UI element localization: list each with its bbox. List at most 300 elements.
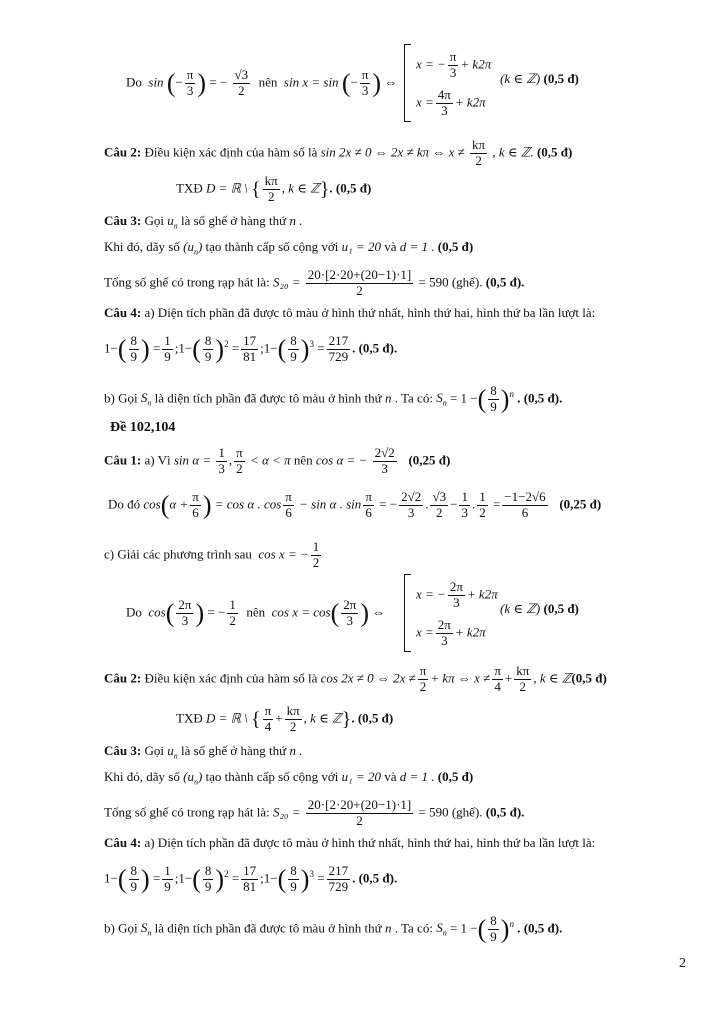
text-nen: nên bbox=[293, 452, 313, 468]
sol-right: + k2π bbox=[460, 56, 492, 72]
num: 2π bbox=[178, 597, 192, 612]
d-value: d = 1 . bbox=[399, 239, 435, 254]
fraction-8-9 bbox=[288, 334, 299, 365]
text: Khi đó, dãy số bbox=[104, 769, 180, 784]
fraction bbox=[436, 618, 453, 649]
den: 9 bbox=[490, 398, 497, 414]
dot: . bbox=[425, 496, 429, 512]
alpha-plus: α + bbox=[169, 496, 189, 512]
tail: , k ∈ ℤ. bbox=[492, 144, 534, 160]
num: 17 bbox=[243, 863, 257, 878]
fraction-2sqrt2-3 bbox=[373, 446, 397, 477]
den: 81 bbox=[243, 878, 257, 894]
sin-label: sin bbox=[148, 74, 164, 90]
result: = 590 bbox=[418, 274, 449, 290]
minus-sign: − bbox=[350, 74, 358, 90]
den: 2 bbox=[356, 812, 363, 828]
den: 6 bbox=[365, 504, 372, 520]
eq: = − bbox=[379, 496, 398, 512]
cos-label: cos bbox=[143, 496, 161, 512]
den: 3 bbox=[441, 632, 448, 648]
sum-fraction bbox=[306, 798, 413, 829]
den: 2 bbox=[236, 460, 243, 476]
plus: + bbox=[504, 670, 513, 686]
den: 3 bbox=[449, 64, 457, 80]
fraction bbox=[448, 580, 465, 611]
text: Khi đó, dãy số bbox=[104, 239, 180, 254]
n-sub: n bbox=[442, 399, 447, 409]
score: (0,5 đ) bbox=[437, 239, 474, 254]
eq: = 1 − bbox=[449, 390, 478, 406]
fraction-pi-2 bbox=[418, 664, 429, 695]
n-sub: n bbox=[147, 399, 152, 409]
eq: = bbox=[152, 340, 161, 356]
fraction bbox=[477, 490, 488, 521]
text: . Ta có: bbox=[394, 920, 433, 936]
result: = 590 bbox=[418, 804, 449, 820]
fraction-8-9 bbox=[203, 864, 214, 895]
eq-neg: = − bbox=[207, 604, 226, 620]
num: π bbox=[365, 489, 372, 504]
text: Tổng số ghế có trong rạp hát là: bbox=[104, 274, 270, 290]
cau3-b-line1 bbox=[104, 744, 302, 761]
den: 9 bbox=[290, 878, 297, 894]
eq: = bbox=[231, 870, 240, 886]
text: c) Giải các phương trình sau bbox=[104, 546, 252, 562]
expansion: − sin α . sin bbox=[299, 496, 362, 512]
sin-alpha: sin α = bbox=[173, 452, 212, 468]
num: π bbox=[264, 703, 272, 718]
text: a) Vì bbox=[144, 452, 171, 468]
den: 729 bbox=[328, 348, 349, 364]
text-nen: nên bbox=[246, 604, 266, 620]
den: 2 bbox=[229, 612, 236, 628]
num: 1 bbox=[461, 489, 468, 504]
cos-expr: cos x = − bbox=[258, 546, 309, 562]
txd-label: TXĐ bbox=[176, 710, 203, 726]
n-symbol: n bbox=[384, 390, 392, 406]
u-symbol: u bbox=[187, 239, 194, 254]
fraction-8-9 bbox=[203, 334, 214, 365]
u-symbol: u bbox=[187, 769, 194, 784]
num: 1 bbox=[312, 539, 320, 554]
score: (0,5 đ) bbox=[536, 144, 573, 160]
score: (0,5 đ) bbox=[571, 670, 607, 686]
eq: = bbox=[231, 340, 240, 356]
cau1-b-line1 bbox=[104, 446, 450, 477]
score: (0,5 đ) bbox=[543, 601, 579, 616]
cau1-b-line2: Do đó cos(α + $\frac{\pi}{6}$ ) = cos α . cos $\frac{\pi}{6}$ − sin α . sin $\frac{\pi}{6}$ = − $\frac{2√2}{3}$ . $\frac{√3}{2}$ − $\frac{1}{3}$ . $\frac{1}{2}$ = $\frac{-1-2√6}{6}$ (0,25 đ) bbox=[108, 489, 602, 520]
dot: . bbox=[471, 496, 476, 512]
sum-fraction bbox=[306, 268, 413, 299]
condition-expr: sin 2x ≠ 0 ⇔ 2x ≠ kπ ⇔ x ≠ bbox=[320, 144, 465, 160]
den: 2 bbox=[519, 678, 527, 694]
cos-alpha: cos α = − bbox=[315, 452, 368, 468]
text: Gọi bbox=[144, 743, 164, 758]
den: 2 bbox=[312, 554, 320, 570]
den: 3 bbox=[453, 594, 460, 610]
fraction-kpi-2 bbox=[285, 704, 302, 735]
question-text: Điều kiện xác định của hàm số là bbox=[144, 144, 318, 160]
den: 3 bbox=[181, 612, 189, 628]
fraction-sqrt3-2 bbox=[233, 68, 251, 99]
text-do: Do bbox=[126, 74, 142, 90]
den: 2 bbox=[238, 82, 245, 98]
page-number: 2 bbox=[679, 956, 686, 971]
fraction-pi-4 bbox=[492, 664, 503, 695]
den: 3 bbox=[441, 102, 448, 118]
text: . Ta có: bbox=[394, 390, 433, 406]
num: 2π bbox=[449, 579, 463, 594]
question-label: Câu 3: bbox=[104, 213, 142, 228]
cau4-a-areas: 1−( $\frac{8}{9}$ ) = $\frac{1}{9}$ ;1−( $\frac{8}{9}$ )$^2$ = $\frac{17}{81}$ ;1−( $\frac{8}{9}$ )$^3$ = $\frac{217}{729}$ . (0,5 đ). bbox=[104, 333, 398, 364]
num: 1 bbox=[164, 863, 171, 878]
sol-right: + k2π bbox=[466, 586, 498, 602]
solution-bracket bbox=[404, 44, 411, 122]
num: 1 bbox=[479, 489, 486, 504]
den: 81 bbox=[243, 348, 257, 364]
equiv-symbol: ⇔ bbox=[384, 74, 398, 90]
num: 1 bbox=[218, 445, 225, 460]
equiv-symbol: ⇔ bbox=[372, 604, 386, 620]
exp: 3 bbox=[309, 869, 314, 880]
text: là số ghế ở hàng thứ bbox=[180, 743, 287, 758]
s-symbol: S bbox=[140, 390, 148, 406]
question-label: Câu 4: bbox=[104, 835, 142, 850]
fraction-8-9 bbox=[129, 864, 140, 895]
den: 6 bbox=[192, 504, 199, 520]
text: 1− bbox=[104, 870, 118, 886]
eq: = bbox=[152, 870, 161, 886]
question-label: Câu 2: bbox=[104, 144, 142, 160]
text-va: và bbox=[384, 769, 397, 784]
exp: n bbox=[509, 919, 514, 930]
score: . (0,5 đ) bbox=[351, 710, 394, 726]
cau4-b-partb: b) Gọi $S_n$ là diện tích phần đã được tô màu ở hình thứ n . Ta có: $S_n = 1$ −( $\frac{8}{9}$ )$^n$ . (0,5 đ). bbox=[104, 913, 563, 944]
score: . (0,5 đ). bbox=[517, 920, 563, 936]
exp: 2 bbox=[224, 339, 229, 350]
eq: = 1 − bbox=[449, 920, 478, 936]
fraction-pi-3 bbox=[360, 68, 371, 99]
exp: n bbox=[509, 389, 514, 400]
solution-1 bbox=[416, 50, 491, 81]
fraction bbox=[162, 334, 173, 365]
fraction-kpi-2 bbox=[514, 664, 531, 695]
num: 2√2 bbox=[374, 445, 395, 460]
n-sub: n bbox=[193, 247, 198, 257]
question-label: Câu 3: bbox=[104, 743, 142, 758]
den: 2 bbox=[436, 504, 443, 520]
comma: , bbox=[228, 452, 233, 468]
num: −1−2√6 bbox=[504, 489, 546, 504]
den: 9 bbox=[204, 348, 212, 364]
den: 6 bbox=[521, 504, 529, 520]
score: (0,25 đ) bbox=[559, 496, 602, 512]
k-in-z: (k ∈ ℤ) bbox=[500, 71, 541, 86]
question-label: Câu 1: bbox=[104, 452, 142, 468]
num: kπ bbox=[286, 703, 300, 718]
score: (0,25 đ) bbox=[408, 452, 451, 468]
cau3-a-line1 bbox=[104, 214, 302, 231]
num: kπ bbox=[516, 663, 530, 678]
minus: − bbox=[450, 496, 458, 512]
cau3-b-line2: Khi đó, dãy số $(u_n)$ tạo thành cấp số cộng với u₁ = 20 và d = 1 . (0,5 đ) bbox=[104, 769, 474, 787]
sinx-eq: sin x = sin bbox=[283, 74, 339, 90]
question-text: Điều kiện xác định của hàm số là bbox=[144, 670, 318, 686]
num: 17 bbox=[243, 333, 257, 348]
n-sub: n bbox=[173, 751, 178, 761]
u-symbol: u bbox=[167, 743, 174, 758]
num: 20·[2·20+(20−1)·1] bbox=[307, 797, 412, 812]
num: 8 bbox=[130, 863, 138, 878]
cosx-eq: cos x = cos bbox=[271, 604, 331, 620]
sol-right: + k2π bbox=[454, 624, 486, 640]
fraction bbox=[162, 864, 173, 895]
n-symbol: n . bbox=[289, 743, 303, 758]
text: tạo thành cấp số cộng với bbox=[205, 239, 339, 254]
exp: 3 bbox=[309, 339, 314, 350]
tail: , k ∈ ℤ bbox=[533, 670, 572, 686]
mid-expr: + kπ ⇔ x ≠ bbox=[430, 670, 491, 686]
txd-a-line: TXĐ D = ℝ \ { $\frac{k\pi}{2}$ , k ∈ ℤ}. (0,5 đ) bbox=[176, 173, 372, 204]
n-symbol: n bbox=[384, 920, 392, 936]
k-in-z: (k ∈ ℤ) bbox=[500, 601, 541, 616]
eq: = bbox=[317, 340, 325, 356]
num: 8 bbox=[204, 863, 212, 878]
num: √3 bbox=[432, 489, 447, 504]
num: 8 bbox=[130, 333, 138, 348]
den: 3 bbox=[346, 612, 354, 628]
cau3-b-line3 bbox=[104, 798, 524, 829]
num: 8 bbox=[490, 383, 497, 398]
fraction bbox=[436, 88, 453, 119]
fraction bbox=[241, 334, 258, 365]
score: . (0,5 đ). bbox=[352, 870, 398, 886]
den: 2 bbox=[356, 282, 363, 298]
fraction-pi-6 bbox=[283, 490, 294, 521]
den: 4 bbox=[264, 718, 272, 734]
den: 9 bbox=[164, 348, 171, 364]
tail: , k ∈ ℤ bbox=[303, 710, 342, 726]
minus-sign: − bbox=[175, 74, 183, 90]
cau2-b-line bbox=[104, 664, 607, 695]
fraction-pi-3 bbox=[185, 68, 196, 99]
cau2-a-line bbox=[104, 138, 572, 169]
cau4-b-areas: 1−( $\frac{8}{9}$ ) = $\frac{1}{9}$ ;1−( $\frac{8}{9}$ )$^2$ = $\frac{17}{81}$ ;1−( $\frac{8}{9}$ )$^3$ = $\frac{217}{729}$ . (0,5 đ). bbox=[104, 863, 398, 894]
den: 2 bbox=[419, 678, 427, 694]
solution-2 bbox=[416, 88, 486, 119]
num: π bbox=[192, 489, 199, 504]
cos-label: cos bbox=[148, 604, 166, 620]
score: . (0,5 đ). bbox=[352, 340, 398, 356]
text: Tổng số ghế có trong rạp hát là: bbox=[104, 804, 270, 820]
num: 2√2 bbox=[401, 489, 422, 504]
num: 8 bbox=[204, 333, 212, 348]
fraction-pi-6 bbox=[190, 490, 201, 521]
num: π bbox=[361, 67, 369, 82]
score: (0,5 đ) bbox=[437, 769, 474, 784]
den: 9 bbox=[130, 348, 138, 364]
fraction-8-9 bbox=[488, 914, 499, 945]
question-text: a) Diện tích phần đã được tô màu ở hình thứ nhất, hình thứ hai, hình thứ ba lần lượt là: bbox=[144, 305, 596, 320]
fraction bbox=[459, 490, 470, 521]
fraction bbox=[327, 864, 351, 895]
fraction-kpi-2 bbox=[470, 138, 487, 169]
fraction-1-3 bbox=[216, 446, 227, 477]
fraction bbox=[227, 598, 238, 629]
s-symbol: S bbox=[436, 920, 443, 936]
d-value: d = 1 . bbox=[399, 769, 435, 784]
fraction bbox=[430, 490, 448, 521]
text: b) Gọi bbox=[104, 920, 138, 936]
k-in-z-score bbox=[500, 72, 579, 86]
sep: ;1− bbox=[260, 340, 278, 356]
num: 1 bbox=[229, 597, 236, 612]
s-symbol: S bbox=[436, 390, 443, 406]
den: 729 bbox=[328, 878, 349, 894]
den: 6 bbox=[285, 504, 292, 520]
den: 3 bbox=[186, 82, 194, 98]
den: 3 bbox=[361, 82, 369, 98]
sep: ;1− bbox=[260, 870, 278, 886]
text: tạo thành cấp số cộng với bbox=[205, 769, 339, 784]
eq-neg: = − bbox=[209, 74, 228, 90]
den: 3 bbox=[461, 504, 468, 520]
den: 3 bbox=[407, 504, 415, 520]
num: kπ bbox=[264, 173, 278, 188]
sol-right: + k2π bbox=[454, 94, 486, 110]
u1-value: u₁ = 20 bbox=[341, 769, 381, 784]
domain-expr: D = ℝ \ bbox=[205, 710, 248, 726]
ineq: < α < π bbox=[249, 452, 291, 468]
den: 2 bbox=[479, 504, 486, 520]
domain-expr: D = ℝ \ bbox=[205, 180, 248, 196]
question-label: Câu 4: bbox=[104, 305, 142, 320]
cau4-b-line1 bbox=[104, 836, 595, 850]
den: 9 bbox=[290, 348, 297, 364]
den: 9 bbox=[164, 878, 171, 894]
eq: = bbox=[317, 870, 325, 886]
den: 2 bbox=[267, 188, 275, 204]
txd-label: TXĐ bbox=[176, 180, 203, 196]
num: π bbox=[494, 663, 501, 678]
text: là số ghế ở hàng thứ bbox=[180, 213, 287, 228]
fraction bbox=[448, 50, 459, 81]
num: 8 bbox=[290, 863, 297, 878]
fraction bbox=[241, 864, 258, 895]
num: 2π bbox=[343, 597, 357, 612]
cau4-a-line1 bbox=[104, 306, 595, 320]
n-sub: n bbox=[193, 777, 198, 787]
sol-left: x = − bbox=[416, 586, 446, 602]
sin-equation-line: Do sin (− $\frac{\pi}{3}$ ) = − $\frac{√3}{2}$ nên sin x = sin (− $\frac{\pi}{3}$ ) ⇔ bbox=[126, 67, 398, 98]
sol-left: x = bbox=[416, 94, 434, 110]
text: là diện tích phần đã được tô màu ở hình thứ bbox=[154, 390, 382, 406]
fraction-pi-4 bbox=[263, 704, 274, 735]
fraction-pi-2 bbox=[234, 446, 245, 477]
s-symbol: S bbox=[140, 920, 148, 936]
num: 1 bbox=[164, 333, 171, 348]
fraction-pi-6 bbox=[363, 490, 374, 521]
plus: + bbox=[275, 710, 283, 726]
expansion: = cos α . cos bbox=[214, 496, 282, 512]
den: 9 bbox=[490, 928, 497, 944]
score: . (0,5 đ) bbox=[329, 180, 372, 196]
unit: (ghế). bbox=[451, 274, 483, 290]
den: 2 bbox=[475, 152, 482, 168]
fraction bbox=[399, 490, 423, 521]
solution-bracket bbox=[404, 574, 411, 652]
score: (0,5 đ). bbox=[485, 274, 525, 290]
text-do: Do bbox=[126, 604, 142, 620]
text-nen: nên bbox=[258, 74, 278, 90]
den: 4 bbox=[494, 678, 501, 694]
num: 2π bbox=[437, 617, 451, 632]
s20-label: S₂₀ = bbox=[272, 804, 301, 820]
fraction-2pi-3 bbox=[341, 598, 358, 629]
k-in-z-score bbox=[500, 602, 579, 616]
num: 20·[2·20+(20−1)·1] bbox=[307, 267, 412, 282]
fraction-kpi-2 bbox=[263, 174, 280, 205]
n-sub: n bbox=[173, 221, 178, 231]
sep: ;1− bbox=[174, 870, 193, 886]
text: Gọi bbox=[144, 213, 164, 228]
s20-label: S₂₀ = bbox=[272, 274, 301, 290]
section-title: Đề 102,104 bbox=[110, 420, 176, 435]
u-symbol: u bbox=[167, 213, 174, 228]
text-va: và bbox=[384, 239, 397, 254]
part-c-line bbox=[104, 540, 323, 571]
tail: , k ∈ ℤ bbox=[281, 180, 320, 196]
sol-left: x = − bbox=[416, 56, 446, 72]
n-sub: n bbox=[147, 929, 152, 939]
text: 1− bbox=[104, 340, 118, 356]
solution-2 bbox=[416, 618, 486, 649]
n-symbol: n . bbox=[289, 213, 303, 228]
num: π bbox=[186, 67, 194, 82]
condition-expr: cos 2x ≠ 0 ⇔ 2x ≠ bbox=[320, 670, 416, 686]
num: kπ bbox=[472, 137, 486, 152]
den: 2 bbox=[289, 718, 297, 734]
txd-b-line: TXĐ D = ℝ \ { $\frac{\pi}{4}$ + $\frac{k\pi}{2}$ , k ∈ ℤ}. (0,5 đ) bbox=[176, 703, 394, 734]
score: (0,5 đ) bbox=[543, 71, 579, 86]
num: π bbox=[419, 663, 427, 678]
num: π bbox=[236, 445, 243, 460]
u1-value: u₁ = 20 bbox=[341, 239, 381, 254]
n-sub: n bbox=[442, 929, 447, 939]
fraction-2pi-3 bbox=[176, 598, 193, 629]
solution-1 bbox=[416, 580, 498, 611]
num: 8 bbox=[290, 333, 297, 348]
den: 3 bbox=[381, 460, 388, 476]
num: π bbox=[449, 49, 457, 64]
cos-equation-line: Do cos( $\frac{2\pi}{3}$ ) = − $\frac{1}{2}$ nên cos x = cos( $\frac{2\pi}{3}$ ) ⇔ bbox=[126, 597, 386, 628]
fraction-8-9 bbox=[288, 864, 299, 895]
sol-left: x = bbox=[416, 624, 434, 640]
cau3-a-line2: Khi đó, dãy số $(u_n)$ tạo thành cấp số cộng với u₁ = 20 và d = 1 . (0,5 đ) bbox=[104, 239, 474, 257]
num: π bbox=[285, 489, 292, 504]
den: 3 bbox=[218, 460, 225, 476]
fraction bbox=[327, 334, 351, 365]
question-label: Câu 2: bbox=[104, 670, 142, 686]
den: 9 bbox=[204, 878, 212, 894]
sep: ;1− bbox=[174, 340, 193, 356]
fraction-8-9 bbox=[129, 334, 140, 365]
num: √3 bbox=[234, 67, 249, 82]
exp: 2 bbox=[224, 869, 229, 880]
cau3-a-line3 bbox=[104, 268, 524, 299]
score: (0,5 đ). bbox=[485, 804, 525, 820]
